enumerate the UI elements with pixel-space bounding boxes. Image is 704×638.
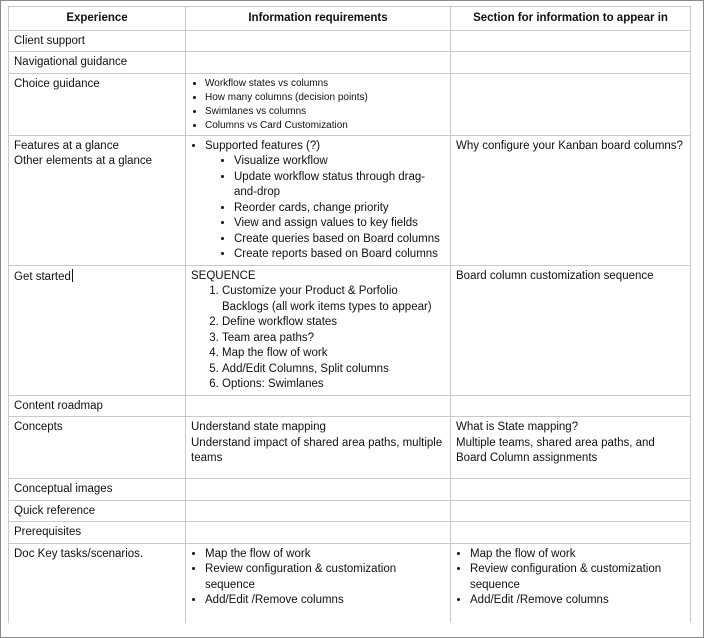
table-row: [9, 543, 691, 623]
list-item: • Review configuration & customization sequence: [470, 562, 685, 593]
table-row: [9, 522, 691, 544]
cell-requirements[interactable]: [186, 395, 451, 417]
cell-experience[interactable]: Choice guidance: [9, 73, 186, 135]
cell-section[interactable]: [451, 500, 691, 522]
cell-requirements[interactable]: [186, 135, 451, 265]
cell-experience[interactable]: [9, 135, 186, 265]
cell-requirements[interactable]: [186, 479, 451, 501]
list-item-text: Supported features (?): [205, 139, 321, 152]
experience-line: Features at a glance: [14, 139, 119, 152]
list-item: • Map the flow of work: [205, 547, 445, 563]
cell-requirements[interactable]: [186, 522, 451, 544]
table-row: [9, 30, 691, 52]
cell-requirements[interactable]: [186, 417, 451, 479]
cell-section[interactable]: Board column customization sequence: [451, 265, 691, 395]
cell-section[interactable]: [451, 30, 691, 52]
list-item: • How many columns (decision points): [205, 91, 445, 105]
table-row: [9, 395, 691, 417]
header-experience[interactable]: Experience: [9, 7, 186, 31]
cell-section[interactable]: Why configure your Kanban board columns?: [451, 135, 691, 265]
list-item: • Add/Edit /Remove columns: [205, 593, 445, 609]
table-row: [9, 500, 691, 522]
sub-bullet-list: [205, 154, 445, 263]
list-item: • Add/Edit /Remove columns: [470, 593, 685, 609]
cell-experience[interactable]: Quick reference: [9, 500, 186, 522]
requirement-line: Understand state mapping: [191, 421, 326, 433]
cell-section[interactable]: [451, 522, 691, 544]
list-item: • Columns vs Card Customization: [205, 119, 445, 133]
cell-requirements[interactable]: [186, 500, 451, 522]
experience-text: Get started: [14, 270, 71, 283]
list-item: • Visualize workflow: [234, 154, 445, 170]
header-section[interactable]: Section for information to appear in: [451, 7, 691, 31]
cell-section[interactable]: [451, 479, 691, 501]
bullet-list: [456, 547, 685, 609]
cell-requirements[interactable]: [186, 30, 451, 52]
table-row: [9, 73, 691, 135]
cell-section[interactable]: [451, 73, 691, 135]
cell-experience[interactable]: [9, 265, 186, 395]
cell-section[interactable]: [451, 395, 691, 417]
sequence-heading: SEQUENCE: [191, 269, 256, 282]
list-item: 5. Add/Edit Columns, Split columns: [222, 362, 445, 378]
header-information-requirements[interactable]: Information requirements: [186, 7, 451, 31]
cell-requirements[interactable]: [186, 543, 451, 623]
table-row: [9, 417, 691, 479]
bullet-list: [191, 139, 445, 263]
cell-requirements[interactable]: [186, 52, 451, 74]
numbered-list: [191, 284, 445, 393]
list-item: 6. Options: Swimlanes: [222, 377, 445, 393]
list-item: 4. Map the flow of work: [222, 346, 445, 362]
requirement-line: Understand impact of shared area paths, multiple teams: [191, 436, 443, 464]
cell-section[interactable]: [451, 543, 691, 623]
text-cursor: [72, 269, 73, 282]
cell-requirements[interactable]: [186, 73, 451, 135]
cell-experience[interactable]: Client support: [9, 30, 186, 52]
list-item: • Create queries based on Board columns: [234, 232, 445, 248]
list-item: • Reorder cards, change priority: [234, 201, 445, 217]
cell-experience[interactable]: Doc Key tasks/scenarios.: [9, 543, 186, 623]
bullet-list: [191, 77, 445, 133]
table-row: [9, 479, 691, 501]
list-item: • Workflow states vs columns: [205, 77, 445, 91]
experience-line: Other elements at a glance: [14, 155, 153, 167]
experience-table: [8, 6, 691, 623]
table-row: [9, 135, 691, 265]
list-item: [205, 139, 445, 263]
cell-experience[interactable]: Conceptual images: [9, 479, 186, 501]
cell-section[interactable]: [451, 417, 691, 479]
list-item: 1. Customize your Product & Porfolio Backlogs (all work items types to appear): [222, 284, 445, 315]
cell-requirements[interactable]: [186, 265, 451, 395]
list-item: • Swimlanes vs columns: [205, 105, 445, 119]
section-line: What is State mapping?: [456, 421, 579, 433]
bullet-list: [191, 547, 445, 609]
table-row: [9, 52, 691, 74]
list-item: • Update workflow status through drag-and-drop: [234, 170, 445, 201]
list-item: • View and assign values to key fields: [234, 216, 445, 232]
cell-experience[interactable]: Prerequisites: [9, 522, 186, 544]
list-item: 2. Define workflow states: [222, 315, 445, 331]
table-row: [9, 265, 691, 395]
list-item: • Create reports based on Board columns: [234, 247, 445, 263]
cell-section[interactable]: [451, 52, 691, 74]
header-row: [9, 7, 691, 31]
cell-experience[interactable]: Content roadmap: [9, 395, 186, 417]
list-item: • Map the flow of work: [470, 547, 685, 563]
list-item: • Review configuration & customization sequence: [205, 562, 445, 593]
list-item: 3. Team area paths?: [222, 331, 445, 347]
cell-experience[interactable]: Navigational guidance: [9, 52, 186, 74]
cell-experience[interactable]: Concepts: [9, 417, 186, 479]
section-line: Multiple teams, shared area paths, and Board Column assignments: [456, 436, 655, 464]
